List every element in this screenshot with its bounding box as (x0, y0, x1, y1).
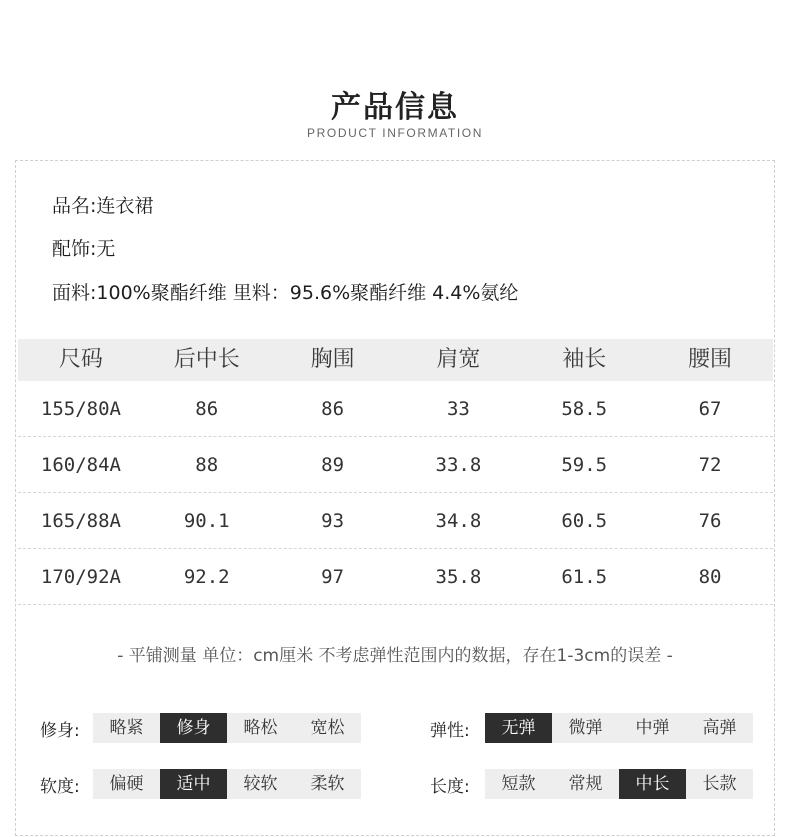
table-cell: 76 (698, 510, 722, 532)
attr-fit-option: 略紧 (109, 718, 144, 738)
table-row (18, 437, 773, 493)
attr-fit-option: 略松 (243, 718, 278, 738)
table-cell: 67 (698, 398, 722, 420)
header-cell-back-length: 后中长 (173, 347, 240, 372)
table-cell: 86 (195, 398, 219, 420)
attr-elasticity-label: 弹性: (430, 720, 470, 741)
header-cell-waist: 腰围 (688, 347, 733, 372)
header-cell-shoulder: 肩宽 (436, 347, 481, 372)
attr-length-option: 短款 (501, 774, 536, 794)
attr-softness-label: 软度: (40, 776, 80, 797)
attr-elasticity-option: 微弹 (568, 718, 603, 738)
attr-softness-option: 较软 (243, 774, 278, 794)
attr-elasticity-option: 中弹 (635, 718, 670, 738)
attr-softness-option-selected: 适中 (160, 769, 227, 799)
table-cell: 35.8 (435, 566, 482, 588)
info-fabric (52, 278, 518, 305)
attr-length-label: 长度: (430, 776, 470, 797)
attr-fit-label: 修身: (40, 720, 80, 741)
attr-fit-option-selected: 修身 (160, 713, 227, 743)
header-cell-size: 尺码 (58, 347, 103, 372)
measurement-note: - 平铺测量 单位：cm厘米 不考虑弹性范围内的数据，存在1-3cm的误差 - (117, 646, 673, 666)
table-cell: 160/84A (40, 454, 121, 476)
table-row (18, 493, 773, 549)
page-subtitle: PRODUCT INFORMATION (307, 126, 483, 140)
table-cell: 86 (321, 398, 345, 420)
table-row (18, 549, 773, 605)
table-cell: 88 (195, 454, 219, 476)
attr-softness-options (93, 769, 361, 799)
info-fabric-key: 面料: (52, 282, 97, 304)
size-table (18, 339, 773, 605)
table-cell: 97 (321, 566, 345, 588)
attr-fit (40, 713, 361, 743)
size-table-header (18, 339, 773, 381)
table-cell: 61.5 (561, 566, 608, 588)
table-cell: 59.5 (561, 454, 608, 476)
table-cell: 89 (321, 454, 345, 476)
table-cell: 92.2 (183, 566, 230, 588)
table-cell: 90.1 (183, 510, 230, 532)
table-row (18, 381, 773, 437)
info-accessory (52, 234, 115, 261)
table-cell: 58.5 (561, 398, 608, 420)
table-cell: 155/80A (40, 398, 121, 420)
table-cell: 34.8 (435, 510, 482, 532)
info-name-key: 品名: (52, 195, 97, 217)
attr-fit-options (93, 713, 361, 743)
table-cell: 33.8 (435, 454, 482, 476)
info-name (52, 191, 153, 218)
product-info-card (15, 160, 775, 836)
table-cell: 72 (698, 454, 722, 476)
table-cell: 93 (321, 510, 345, 532)
attr-softness-option: 柔软 (310, 774, 345, 794)
table-cell: 170/92A (40, 566, 121, 588)
attr-length-option-selected: 中长 (619, 769, 686, 799)
attr-elasticity (430, 713, 753, 743)
table-cell: 33 (446, 398, 470, 420)
info-accessory-value: 无 (96, 238, 116, 260)
attr-length (430, 769, 753, 799)
header-cell-bust: 胸围 (310, 347, 355, 372)
attr-elasticity-option-selected: 无弹 (485, 713, 552, 743)
header-cell-sleeve: 袖长 (562, 347, 607, 372)
attr-length-option: 长款 (702, 774, 737, 794)
info-fabric-value: 100%聚酯纤维 里料：95.6%聚酯纤维 4.4%氨纶 (96, 282, 519, 304)
table-cell: 60.5 (561, 510, 608, 532)
attr-elasticity-options (485, 713, 753, 743)
attr-fit-option: 宽松 (310, 718, 345, 738)
info-name-value: 连衣裙 (96, 195, 154, 217)
page-title: 产品信息 (331, 90, 459, 125)
info-accessory-key: 配饰: (52, 238, 97, 260)
attr-length-options (485, 769, 753, 799)
attr-elasticity-option: 高弹 (702, 718, 737, 738)
attr-length-option: 常规 (568, 774, 603, 794)
table-cell: 165/88A (40, 510, 121, 532)
attr-softness (40, 769, 361, 799)
attr-softness-option: 偏硬 (109, 774, 144, 794)
table-cell: 80 (698, 566, 722, 588)
